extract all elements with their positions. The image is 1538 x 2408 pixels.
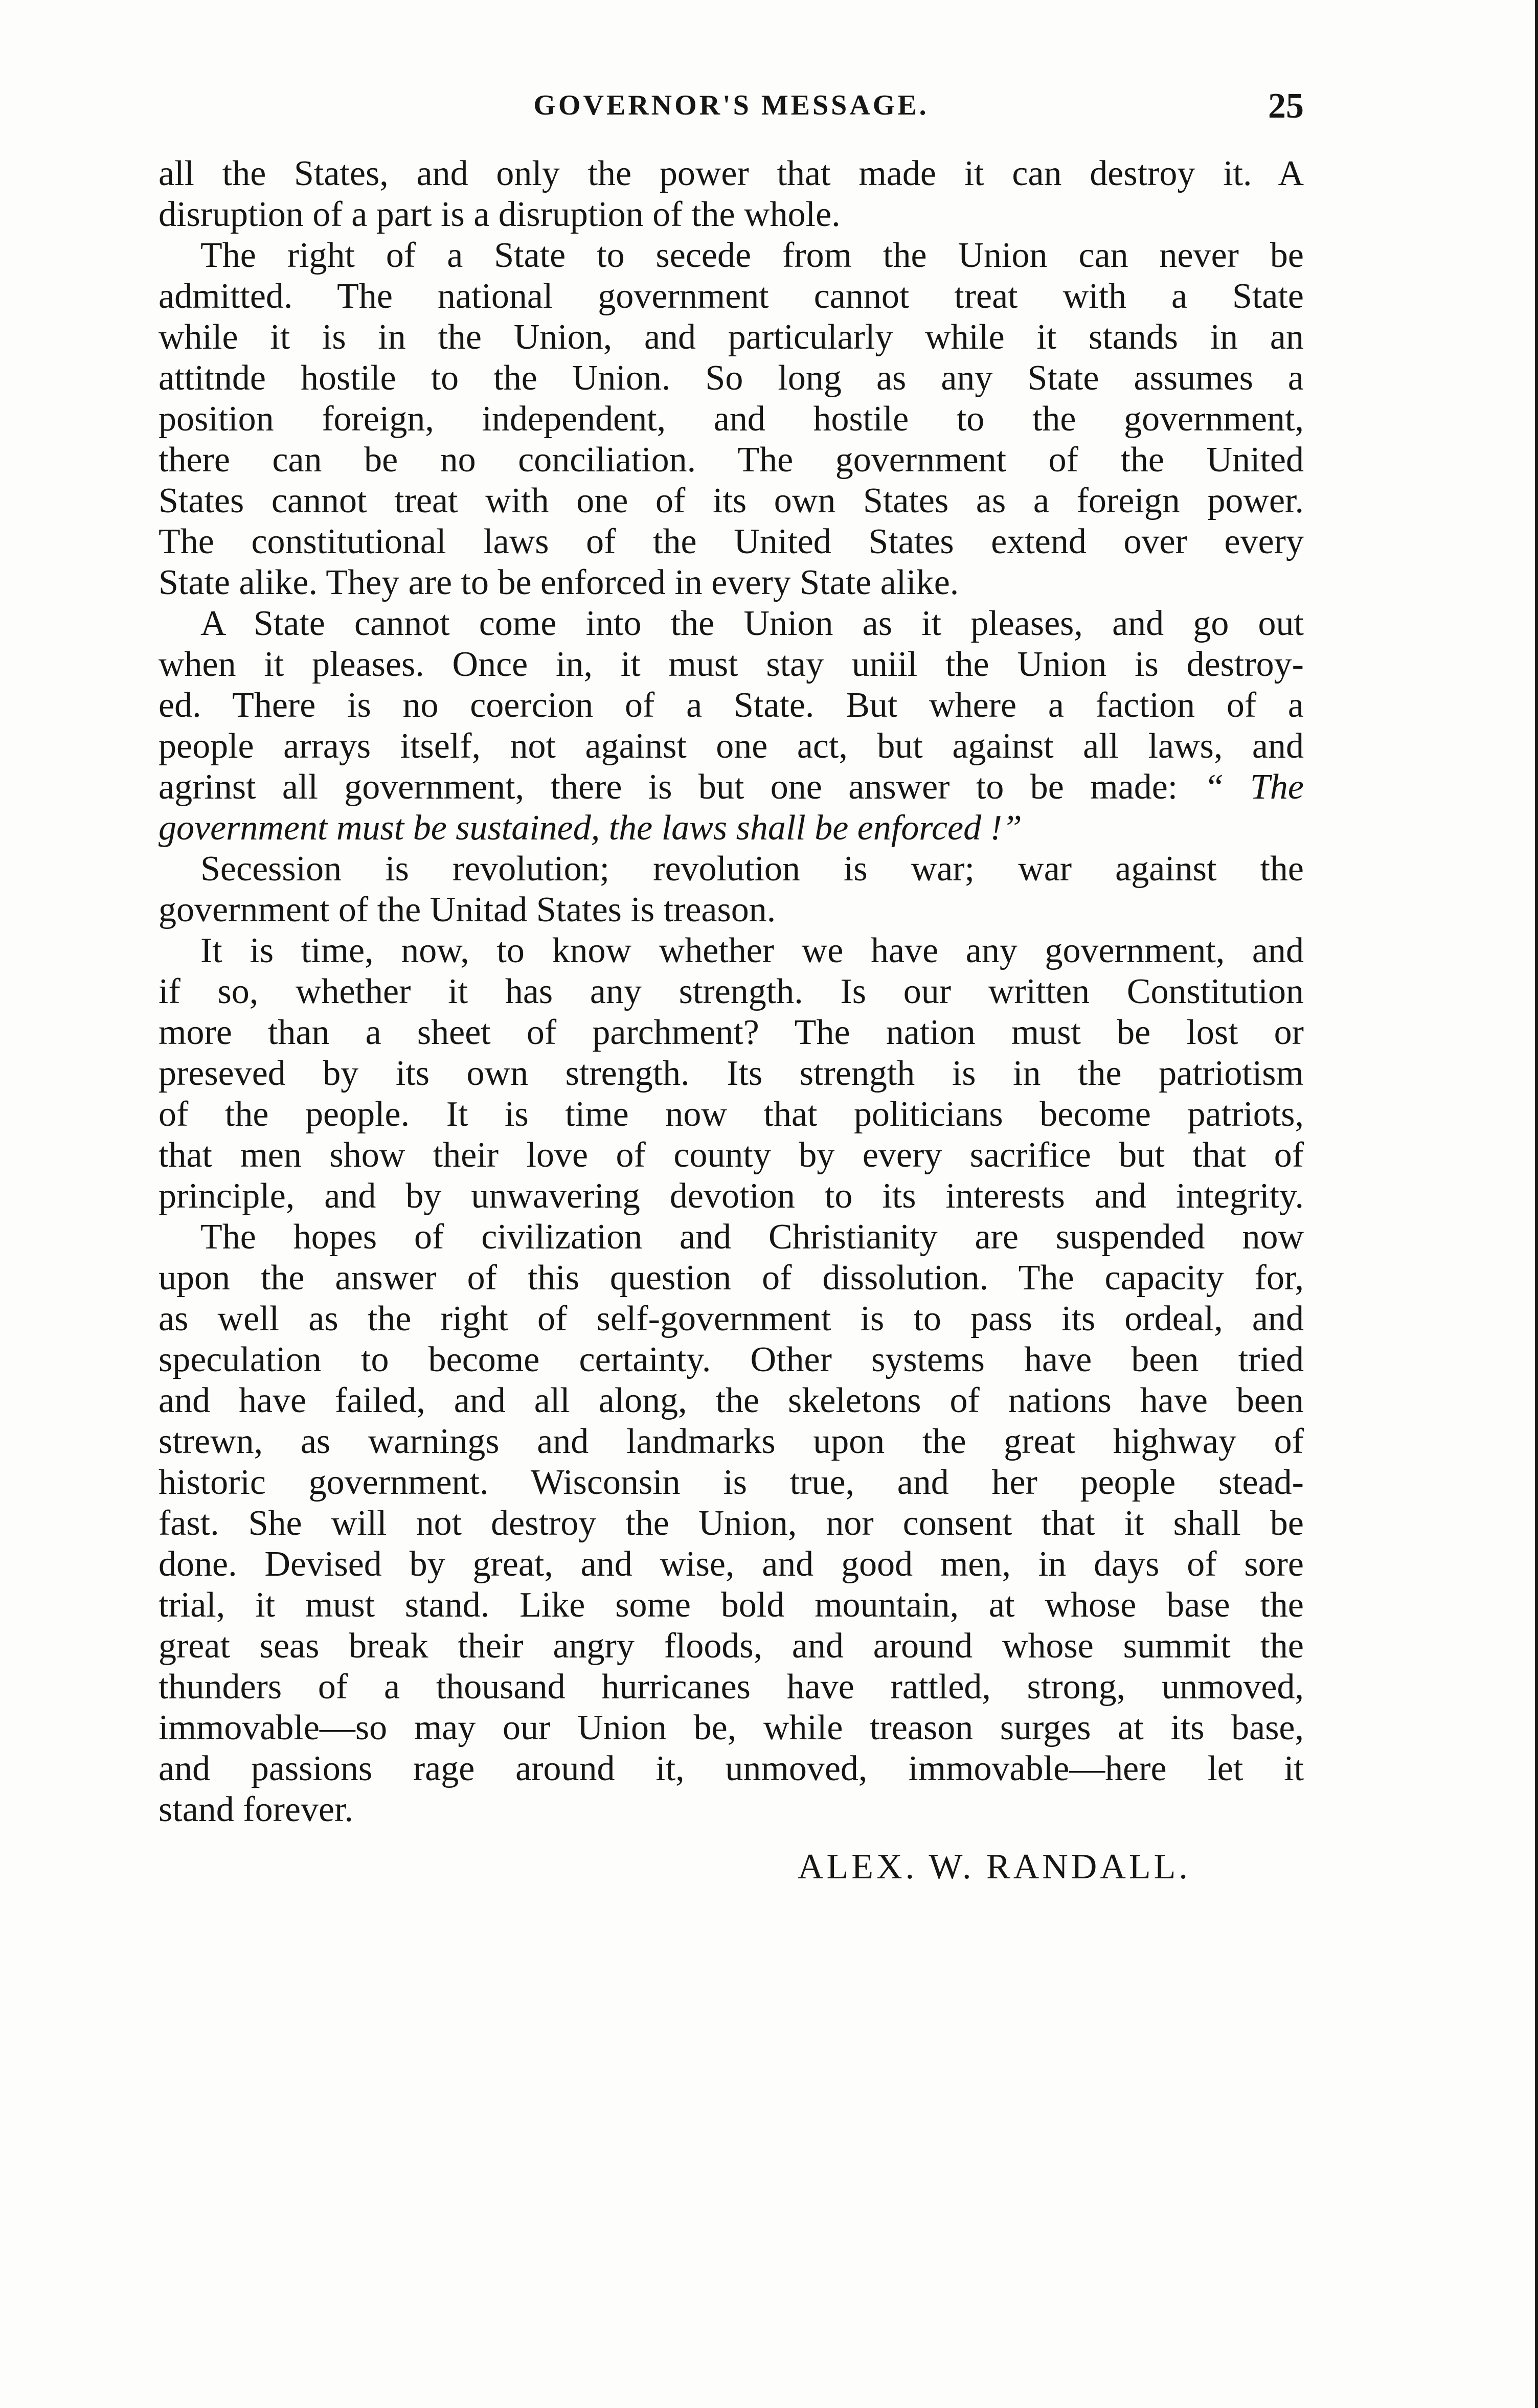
text-line [159,767,1304,808]
text-line: thunders of a thousand hurricanes have rattled, strong, unmoved, [159,1667,1304,1707]
text-line: disruption of a part is a disruption of the whole. [159,195,841,234]
text-line: States cannot treat with one of its own States as a foreign power. [159,481,1304,520]
text-line: The constitutional laws of the United States extend over every [159,522,1304,561]
text-line: as well as the right of self-government is to pass its ordeal, and [159,1299,1304,1338]
text-line: trial, it must stand. Like some bold mountain, at whose base the [159,1585,1304,1625]
text-line: ed. There is no coercion of a State. But where a faction of a [159,686,1304,725]
text-line: that men show their love of county by every sacrifice but that of [159,1135,1304,1175]
italic-quote-open: “ The [1204,767,1304,807]
text-line: speculation to become certainty. Other systems have been tried [159,1340,1304,1379]
text-line: when it pleases. Once in, it must stay uniil the Union is destroy- [159,645,1304,684]
text-line: while it is in the Union, and particularly while it stands in an [159,317,1304,357]
text-line: historic government. Wisconsin is true, and her people stead- [159,1463,1304,1502]
text-line: people arrays itself, not against one act, but against all laws, and [159,726,1304,766]
text-line: The hopes of civilization and Christianity are suspended now [200,1217,1304,1257]
text-line: great seas break their angry floods, and around whose summit the [159,1626,1304,1666]
text-line: if so, whether it has any strength. Is our written Constitution [159,972,1304,1011]
text-line: upon the answer of this question of dissolution. The capacity for, [159,1258,1304,1298]
page-header [159,86,1304,132]
text-line: admitted. The national government cannot treat with a State [159,277,1304,316]
page-edge-border [1535,0,1538,2408]
text-segment: agrinst all government, there is but one answer to be made: [159,767,1178,807]
text-line: principle, and by unwavering devotion to its interests and integrity. [159,1176,1304,1216]
text-line: government of the Unitad States is treason. [159,890,776,929]
text-line: and passions rage around it, unmoved, immovable—here let it [159,1749,1304,1788]
text-line: It is time, now, to know whether we have any government, and [200,931,1304,970]
text-line: attitnde hostile to the Union. So long as any State assumes a [159,358,1304,398]
italic-quote-line: government must be sustained, the laws shall be enforced !” [159,808,1022,848]
text-line: more than a sheet of parchment? The nation must be lost or [159,1013,1304,1052]
text-line: strewn, as warnings and landmarks upon the great highway of [159,1422,1304,1461]
page-number: 25 [1268,86,1304,126]
text-line: Secession is revolution; revolution is war; war against the [200,849,1304,889]
text-line: there can be no conciliation. The government of the United [159,440,1304,480]
text-line: immovable—so may our Union be, while treason surges at its base, [159,1708,1304,1747]
body-text [159,153,1304,1830]
signature: ALEX. W. RANDALL. [798,1847,1191,1887]
running-head: GOVERNOR'S MESSAGE. [533,89,929,121]
text-line: State alike. They are to be enforced in every State alike. [159,563,959,602]
text-line: The right of a State to secede from the Union can never be [200,236,1304,275]
text-line: A State cannot come into the Union as it pleases, and go out [200,604,1304,643]
text-line: and have failed, and all along, the skeletons of nations have been [159,1381,1304,1420]
text-line: all the States, and only the power that made it can destroy it. A [159,154,1304,193]
text-line: fast. She will not destroy the Union, nor consent that it shall be [159,1504,1304,1543]
text-line: stand forever. [159,1790,353,1829]
text-line: position foreign, independent, and hostile to the government, [159,399,1304,439]
text-line: of the people. It is time now that politicians become patriots, [159,1095,1304,1134]
text-line: done. Devised by great, and wise, and good men, in days of sore [159,1544,1304,1584]
text-line: preseved by its own strength. Its strength is in the patriotism [159,1054,1304,1093]
